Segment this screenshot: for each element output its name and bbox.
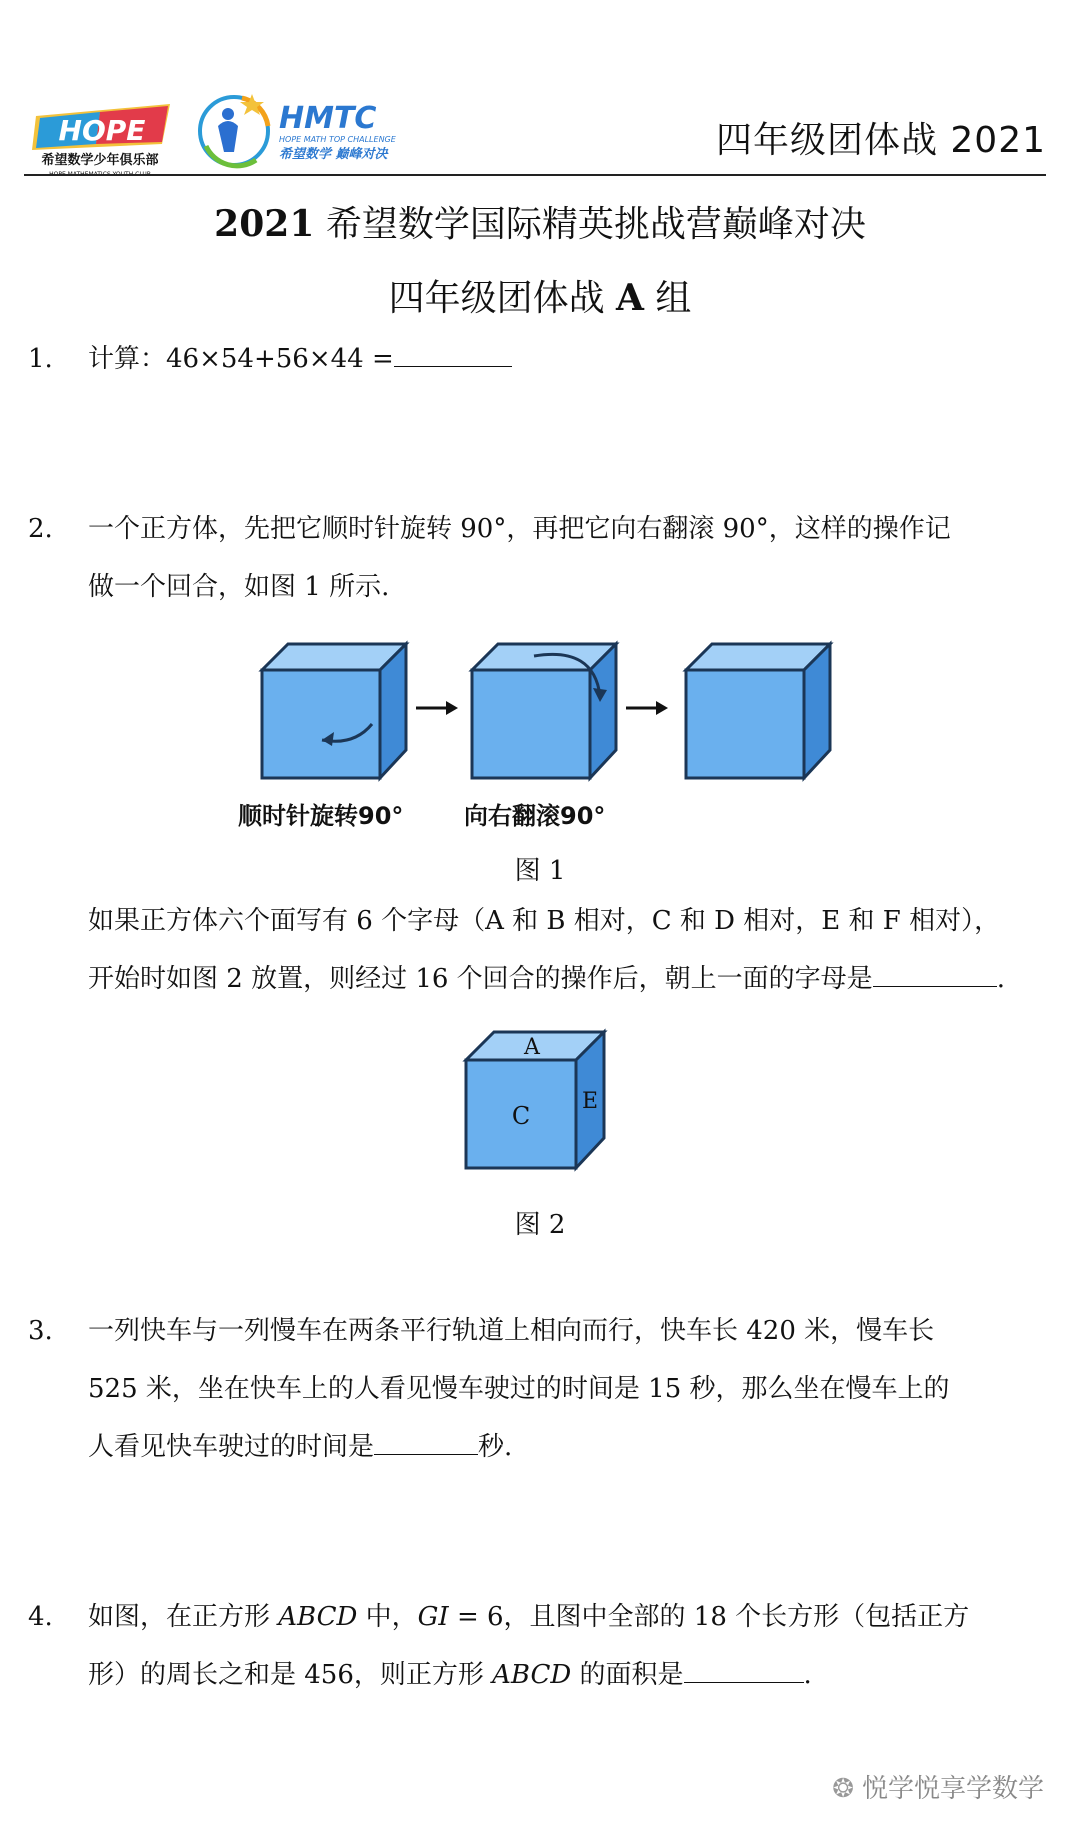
exam-subtitle [0,270,1080,321]
q4-square-name: ABCD [278,1602,358,1632]
q4-segment-name: GI [417,1602,449,1632]
arrow-right-icon [416,701,458,715]
question-3-line-3 [88,1418,1068,1476]
answer-blank[interactable] [684,1654,804,1683]
exam-title-text: 希望数学国际精英挑战营巅峰对决 [314,204,866,245]
q4-text: = 6，且图中全部的 18 个长方形（包括正方 [448,1602,970,1632]
exam-subtitle-group: A [616,277,644,319]
face-side-letter: E [581,1089,599,1114]
question-3-line-2: 525 米，坐在快车上的人看见慢车驶过的时间是 15 秒，那么坐在慢车上的 [88,1374,950,1404]
answer-blank[interactable] [394,338,512,367]
answer-blank[interactable] [873,958,997,987]
exam-subtitle-text: 四年级团体战 [388,278,617,319]
question-text [88,500,1068,616]
header-divider [24,174,1046,176]
signature-text: 悦学悦享学数学 [861,1774,1044,1804]
svg-text:HOPE: HOPE [58,114,146,147]
svg-text:希望数学 巅峰对决: 希望数学 巅峰对决 [279,147,388,162]
figure-1-label-roll: 向右翻滚90° [464,802,606,830]
question-3-line-1: 一列快车与一列慢车在两条平行轨道上相向而行，快车长 420 米，慢车长 [88,1316,935,1346]
face-front-letter: C [511,1102,531,1130]
question-number: 4. [28,1602,53,1632]
question-4-line-1 [88,1588,1068,1646]
q4-text: 形）的周长之和是 456，则正方形 [88,1660,493,1690]
svg-text:希望数学少年俱乐部: 希望数学少年俱乐部 [41,153,159,168]
wechat-signature [832,1768,1044,1805]
question-2-line-2: 做一个回合，如图 1 所示. [88,572,390,602]
question-number: 1. [28,344,53,374]
svg-text:HOPE MATH TOP CHALLENGE: HOPE MATH TOP CHALLENGE [279,135,396,144]
face-top-letter: A [524,1035,540,1060]
question-2-line-4-text: 开始时如图 2 放置，则经过 16 个回合的操作后，朝上一面的字母是 [88,964,873,994]
question-4-line-2: 形）的周长之和是 456，则正方形 ABCD 的面积是 . [88,1646,1068,1704]
question-1-text: 计算：46×54+56×44 = [88,344,394,374]
figure-1-label-rotate: 顺时针旋转90° [238,802,404,830]
arrow-right-icon [626,701,668,715]
question-2-line-1: 一个正方体，先把它顺时针旋转 90°，再把它向右翻滚 90°，这样的操作记 [88,514,951,544]
question-2-line-4: 开始时如图 2 放置，则经过 16 个回合的操作后，朝上一面的字母是 . [88,950,1068,1008]
question-number: 3. [28,1316,53,1346]
wechat-icon: ❂ [832,1774,854,1804]
figure-1-cubes [250,636,850,786]
question-text [88,1588,1068,1704]
figure-1-caption: 图 1 [514,856,566,886]
cube-rolled [686,644,830,778]
cube-rotated [472,644,616,778]
svg-text:HMTC: HMTC [279,101,377,136]
question-text [88,892,1068,1008]
question-3-line-3-pre: 人看见快车驶过的时间是 [88,1432,375,1462]
cube-start [262,644,406,778]
q4-text: 中， [357,1602,418,1632]
question-text [88,1302,1068,1476]
question-number: 2. [28,514,53,544]
question-2-line-3: 如果正方体六个面写有 6 个字母（A 和 B 相对，C 和 D 相对，E 和 F 相对）， [88,906,1001,936]
hope-logo [30,94,180,184]
q4-square-name: ABCD [492,1660,572,1690]
question-text [88,330,1068,388]
exam-subtitle-suffix: 组 [643,278,692,319]
page-header [24,80,1046,180]
hmtc-logo [194,86,454,176]
answer-blank[interactable] [374,1426,478,1455]
exam-title [0,196,1080,247]
exam-title-year: 2021 [214,203,315,245]
q4-text: 的面积是 [571,1660,684,1690]
header-grade-title: 四年级团体战 2021 [715,120,1046,161]
question-3-line-3-post: 秒. [478,1432,513,1462]
figure-2-cube [458,1026,618,1176]
q4-text: 如图，在正方形 [88,1602,279,1632]
figure-2-caption: 图 2 [514,1210,566,1240]
